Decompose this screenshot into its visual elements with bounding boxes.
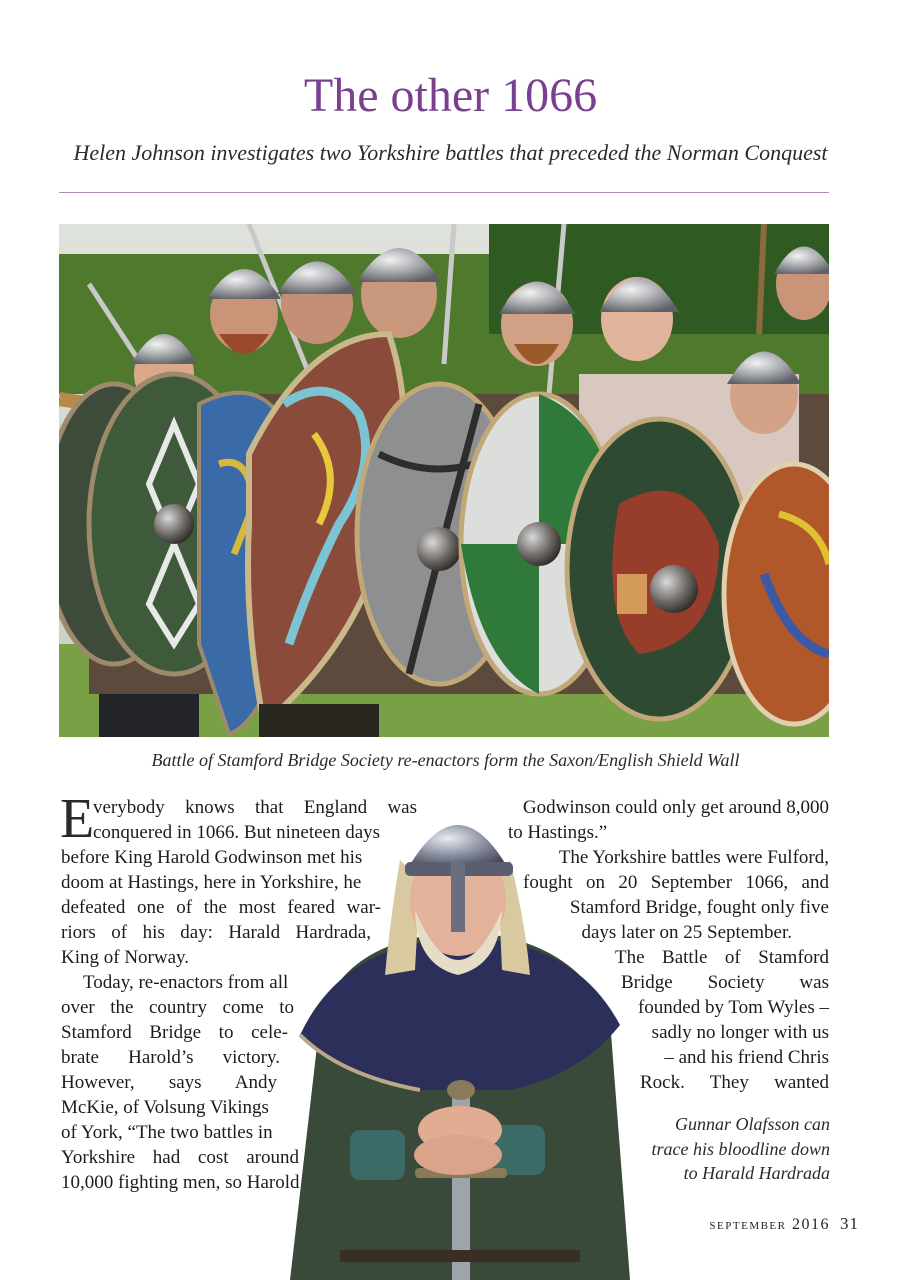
text-line: conquered in 1066. But nineteen days [93,822,381,843]
text-line: King of Norway. [61,947,190,968]
portrait-caption [600,1112,830,1186]
text-line: of York, “The two battles in [61,1122,273,1143]
text-line: McKie, of Volsung Vikings [61,1097,269,1118]
issue-date: september 2016 [709,1216,830,1233]
text-line: The Battle of Stamford [615,947,829,968]
reenactor-illustration [280,800,640,1280]
gunnar-olafsson-portrait [280,800,640,1280]
portrait-caption-line: trace his bloodline down [651,1138,830,1159]
text-line: Stamford Bridge to cele- [61,1022,288,1043]
title-divider [59,192,829,193]
shield-wall-photo [59,224,829,737]
text-line: founded by Tom Wyles – [637,997,829,1018]
text-line: Stamford Bridge, fought only five [569,897,829,918]
text-line: Rock. They wanted [640,1072,829,1093]
text-line: However, says Andy [61,1072,277,1093]
text-line: Yorkshire had cost around [61,1147,299,1168]
text-line: verybody knows that England was [93,797,417,818]
text-line: days later on 25 September. [581,922,792,943]
text-line: Bridge Society was [621,972,829,993]
page-footer [709,1212,859,1237]
shield-wall-illustration [59,224,829,737]
text-line: Today, re-enactors from all [83,972,289,993]
portrait-caption-line: to Harald Hardrada [683,1163,830,1183]
text-line: sadly no longer with us [651,1022,829,1043]
photo-caption: Battle of Stamford Bridge Society re-enactors form the Saxon/English Shield Wall [151,750,740,770]
text-line: riors of his day: Harald Hardrada, [61,922,371,943]
text-line: before King Harold Godwinson met his [61,847,363,868]
text-line: Godwinson could only get around 8,000 [522,797,829,818]
text-line: defeated one of the most feared war- [61,897,381,918]
drop-cap: E [60,788,95,850]
text-line: over the country come to [61,997,294,1018]
article-standfirst: Helen Johnson investigates two Yorkshire battles that preceded the Norman Conquest [73,140,828,165]
text-line: fought on 20 September 1066, and [523,872,829,893]
text-line: The Yorkshire battles were Fulford, [558,847,829,868]
text-line: to Hastings.” [508,822,608,843]
text-line: 10,000 fighting men, so Harold [61,1172,300,1193]
portrait-caption-line: Gunnar Olafsson can [674,1114,830,1134]
text-line: – and his friend Chris [664,1047,829,1068]
text-line: doom at Hastings, here in Yorkshire, he [61,872,362,893]
article-title: The other 1066 [303,69,598,122]
text-line: brate Harold’s victory. [61,1047,280,1068]
page-number: 31 [840,1214,859,1233]
